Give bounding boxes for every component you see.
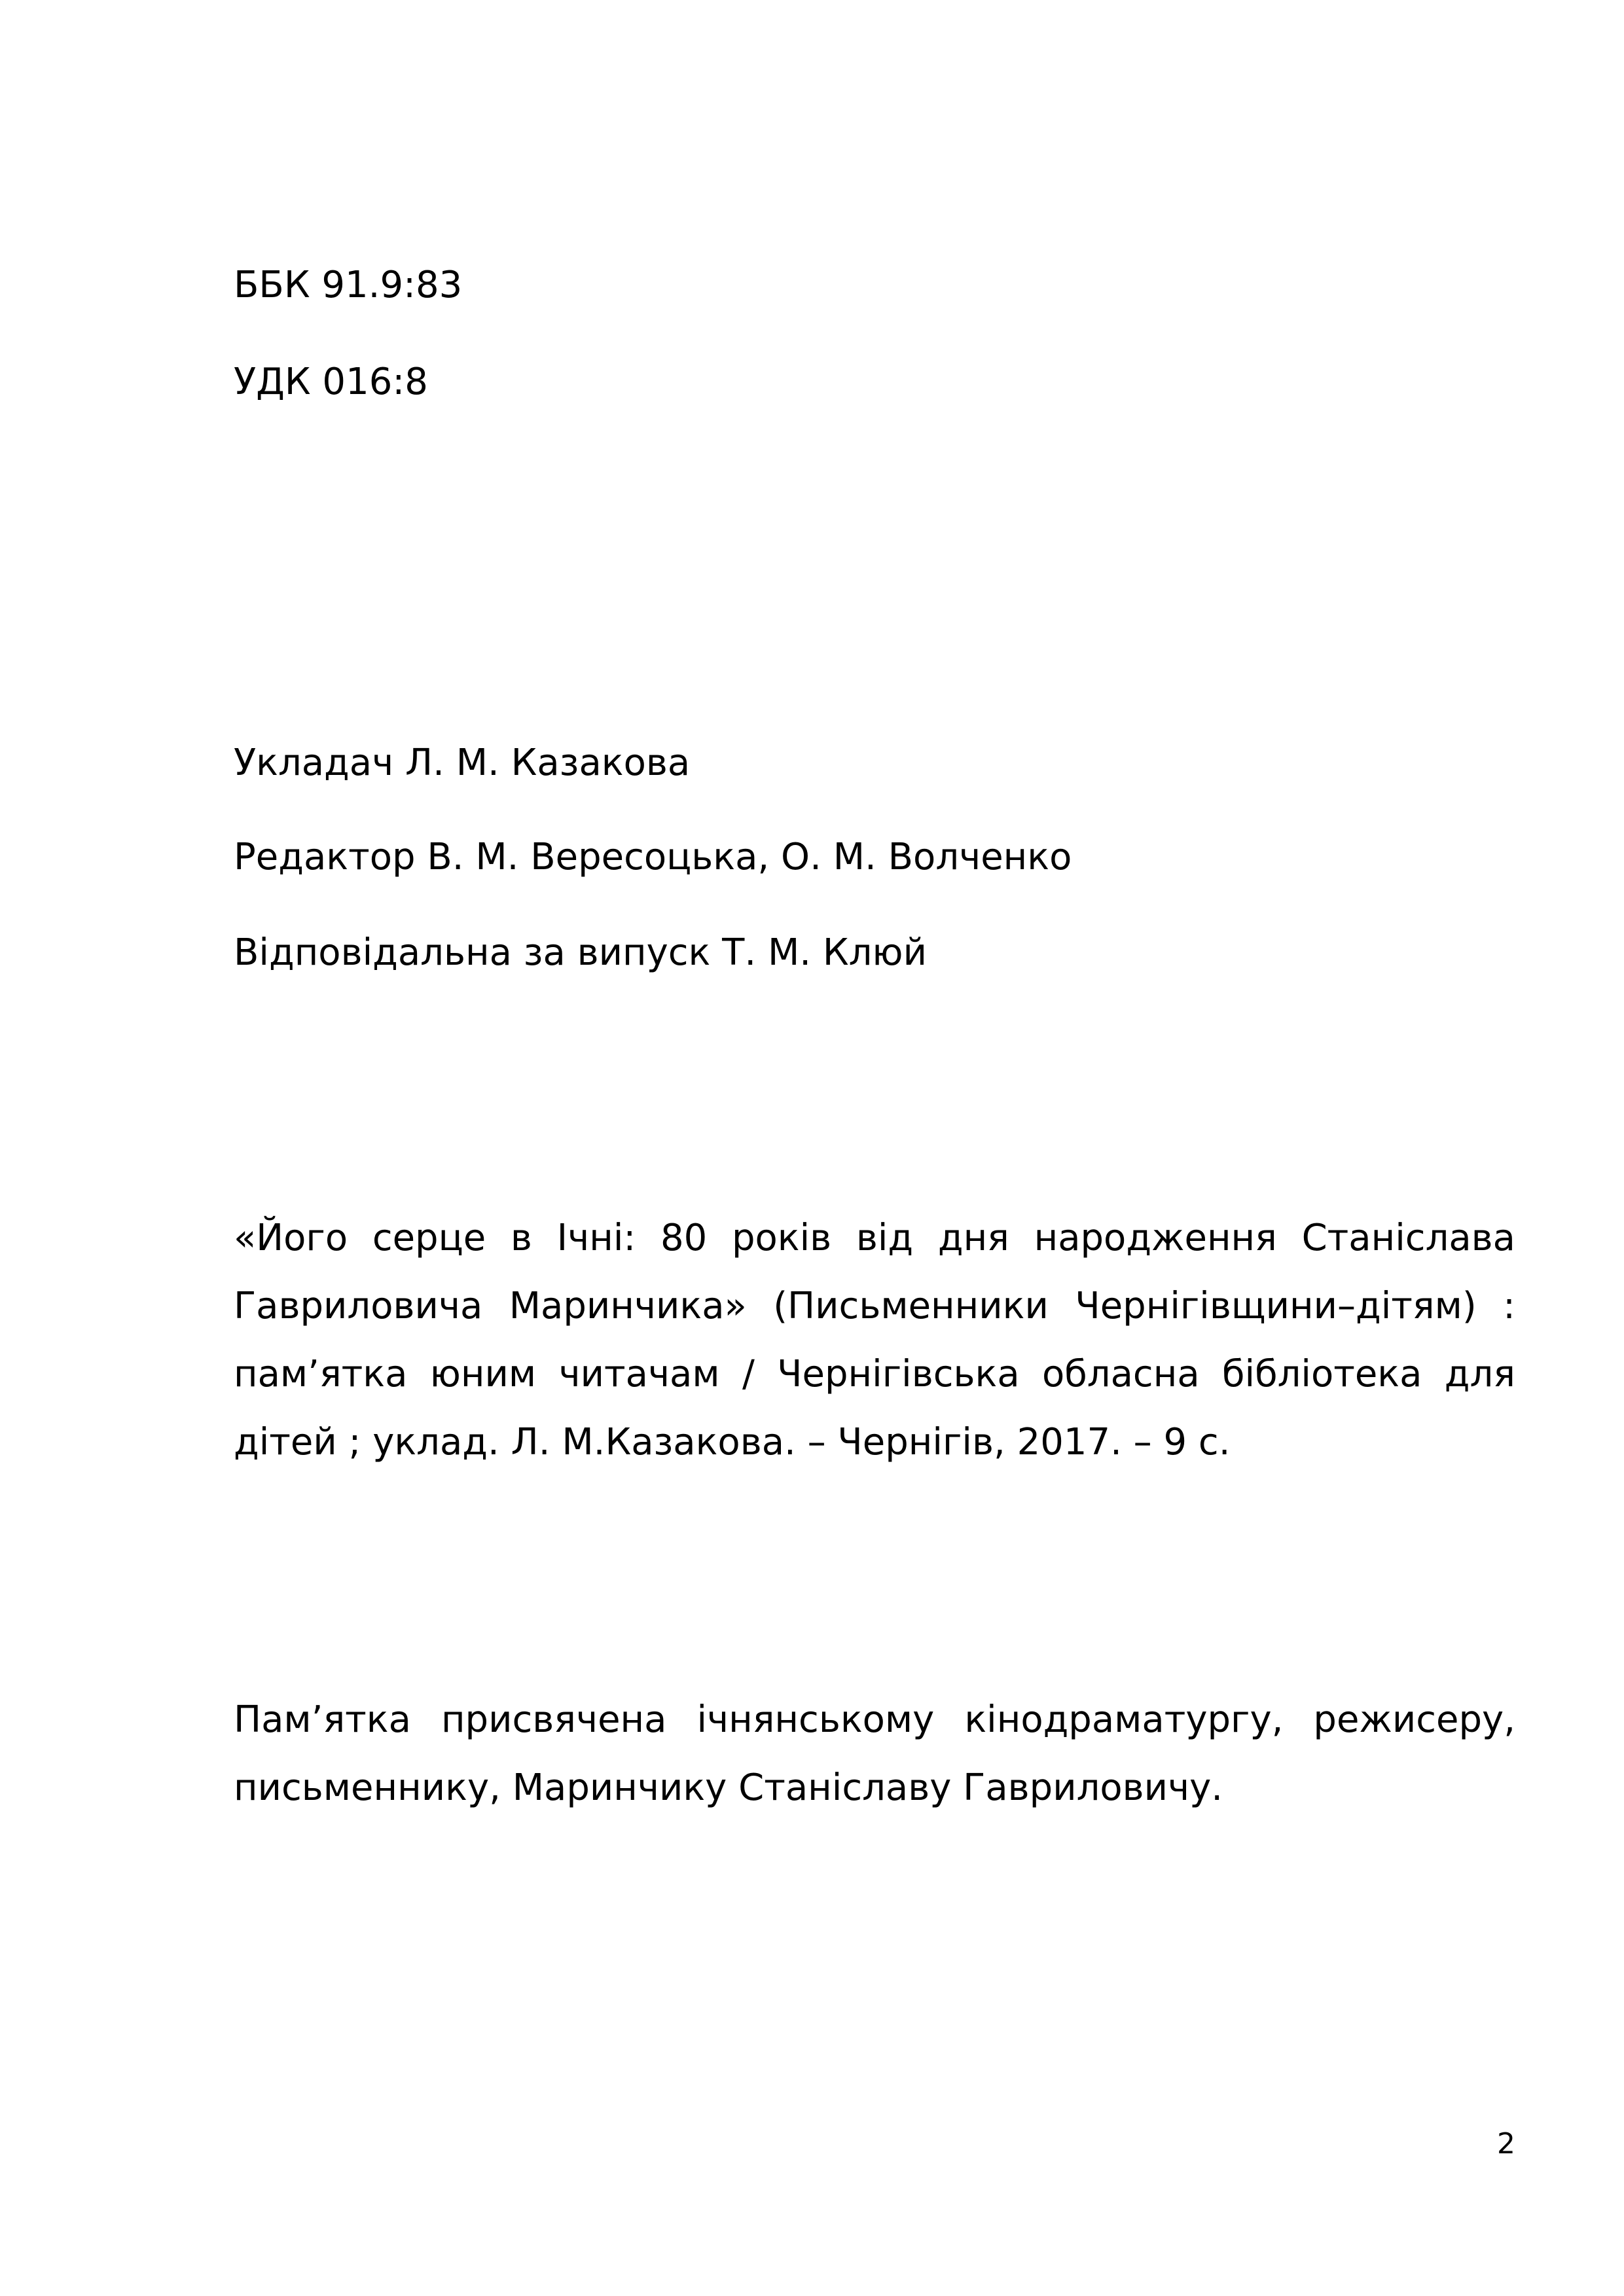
bibliographic-record bbox=[234, 1204, 1515, 1477]
bibliographic-line: «Його серце в Ічні: 80 років від дня народження Станіслава bbox=[234, 1217, 1515, 1259]
bibliographic-line: Гавриловича Маринчика» (Письменники Чернігівщини–дітям) : bbox=[234, 1285, 1515, 1327]
annotation-line: Пам’ятка присвячена ічнянському кінодраматургу, режисеру, bbox=[234, 1698, 1515, 1741]
bbk-code: ББК 91.9:83 bbox=[234, 264, 463, 306]
bibliographic-line: пам’ятка юним читачам / Чернігівська обласна бібліотека для bbox=[234, 1353, 1515, 1395]
annotation bbox=[234, 1686, 1515, 1822]
page-number: 2 bbox=[1497, 2127, 1515, 2161]
annotation-line: письменнику, Маринчику Станіславу Гавриловичу. bbox=[234, 1767, 1223, 1809]
responsible-credit: Відповідальна за випуск Т. М. Клюй bbox=[234, 931, 927, 974]
editor-credit: Редактор В. М. Вересоцька, О. М. Волченко bbox=[234, 836, 1072, 878]
udk-code: УДК 016:8 bbox=[234, 361, 428, 403]
compiler-credit: Укладач Л. М. Казакова bbox=[234, 742, 691, 784]
bibliographic-line: дітей ; уклад. Л. М.Казакова. – Чернігів, 2017. – 9 с. bbox=[234, 1421, 1231, 1463]
